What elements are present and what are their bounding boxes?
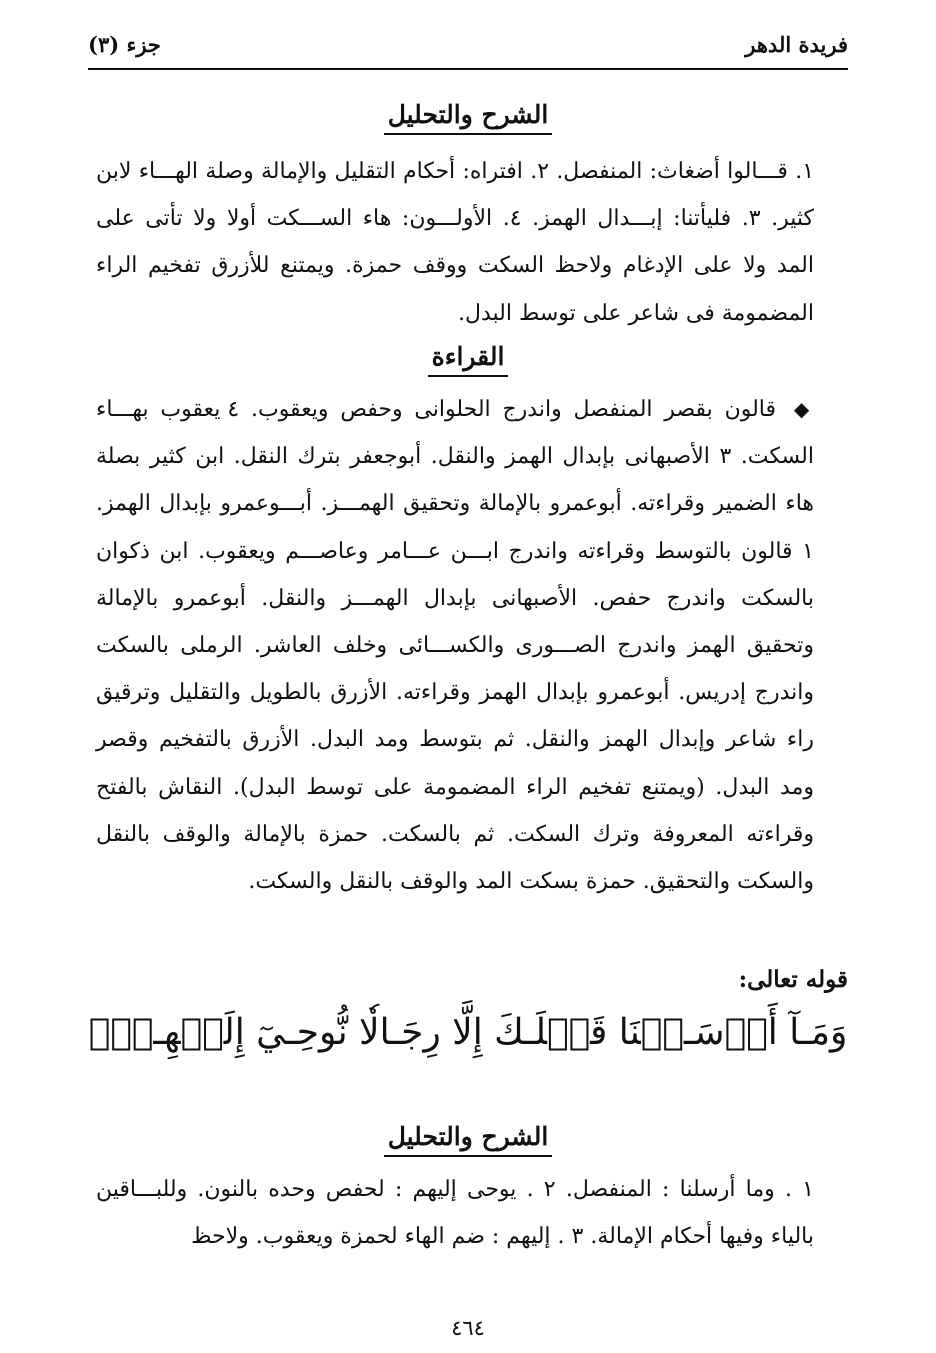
verse-intro-label: قوله تعالى: (738, 966, 848, 993)
qiraa-paragraph (96, 386, 814, 905)
sharh-paragraph-2 (96, 1166, 814, 1260)
section-heading-sharh-1: الشرح والتحليل (0, 100, 936, 129)
item-number: ١. (795, 159, 815, 184)
section-heading-sharh-2: الشرح والتحليل (0, 1122, 936, 1151)
book-title: فريدة الدهر (745, 32, 848, 57)
running-header (88, 28, 848, 70)
section-heading-qiraa: القراءة (0, 342, 936, 371)
quran-verse: وَمَـآ أَرۡسَـلۡنَا قَبۡلَـكَ إِلَّا رِجَـالٗا نُّوحِـيٓ إِلَيۡهِـمۡۖ (88, 1012, 848, 1053)
page-number: ٤٦٤ (451, 1316, 485, 1340)
qiraa-text: قالون بقصر المنفصل واندرج الحلوانى وحفص ويعقوب. ٤ يعقوب بهـــاء السكت. ٣ الأصبهانى بإبدال الهمز والنقل. أبوجعفر بترك النقل. ابن كثير بصلة هاء الضمير وقراءته. أبوعمرو بالإمالة وتحقيق الهمـــز. أبـــوعمرو بإبدال الهمز. ١ قالون بالتوسط وقراءته واندرج ابـــن عـــامر وعاصـــم ويعقوب. ابن ذكوان بالسكت واندرج حفص. الأصبهانى بإبدال الهمـــز والنقل. أبوعمرو بالإمالة وتحقيق الهمز واندرج الصـــورى والكســـائى وخلف العاشر. الرملى بالسكت واندرج إدريس. أبوعمرو بإبدال الهمز وقراءته. الأزرق بالطويل والتقليل وترقيق راء شاعر وإبدال الهمز والنقل. ثم بتوسط ومد البدل. الأزرق بالتفخيم وقصر ومد البدل. (ويمتنع تفخيم الراء المضمومة على توسط البدل). النقاش بالفتح وقراءته المعروفة وترك السكت. ثم بالسكت. حمزة بالإمالة والوقف بالنقل والسكت والتحقيق. حمزة بسكت المد والوقف بالنقل والسكت. (96, 397, 814, 895)
sharh-text-2: وما أرسلنا : المنفصل. ٢ . يوحى إليهم : لحفص وحده بالنون. وللبـــاقين بالياء وفيها أحكام الإمالة. ٣ . إليهم : ضم الهاء لحمزة ويعقوب. ولاحظ (96, 1177, 814, 1250)
sharh-text-1: قـــالوا أضغاث: المنفصل. ٢. افتراه: أحكام التقليل والإمالة وصلة الهـــاء لابن كثير. ٣. فليأتنا: إبـــدال الهمز. ٤. الأولـــون: هاء الســـكت أولا ولا تأتى على المد ولا على الإدغام ولاحظ السكت ووقف حمزة. ويمتنع للأزرق تفخيم الراء المضمومة فى شاعر على توسط البدل. (96, 159, 814, 326)
sharh-paragraph-1 (96, 148, 814, 337)
diamond-bullet-icon: ◆ (793, 397, 814, 421)
item-number: ١ . (784, 1177, 814, 1202)
part-label: جزء (٣) (88, 32, 161, 57)
